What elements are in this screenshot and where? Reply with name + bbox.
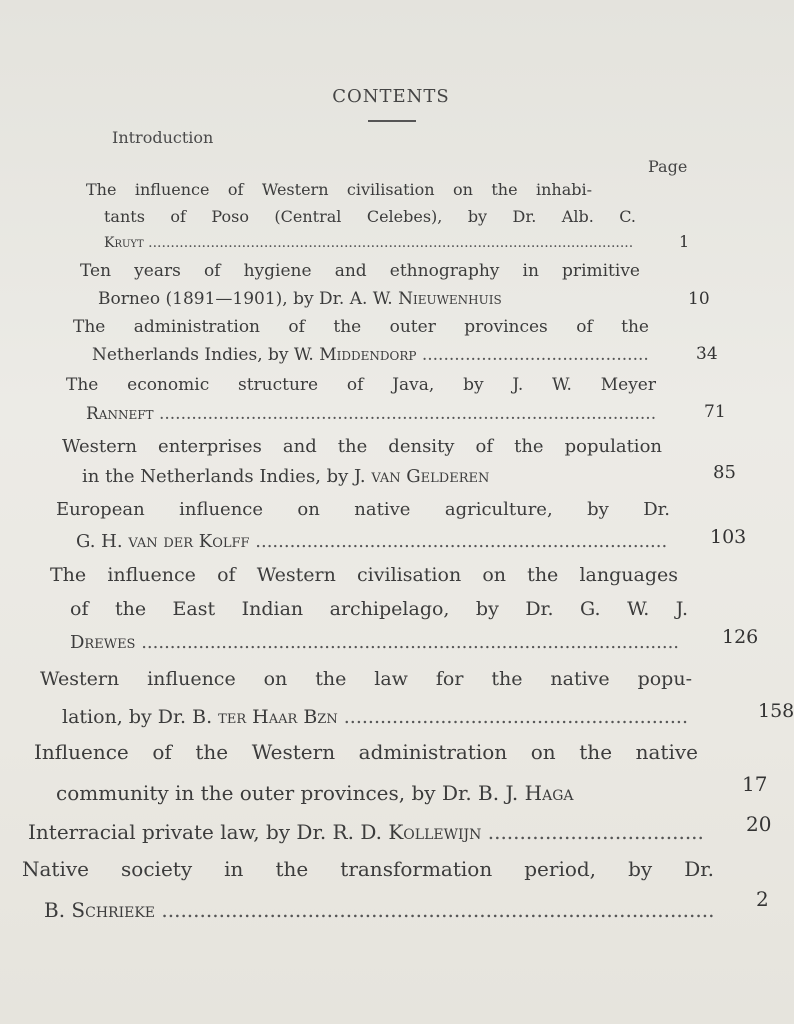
leader-dots: ......................................................... — [337, 706, 688, 728]
toc-entry-line: in the Netherlands Indies, by J. van Gelderen — [82, 466, 490, 487]
page-number: 1 — [679, 232, 690, 251]
page-number: 2 — [756, 887, 769, 911]
toc-entry-line: The influence of Western civilisation on the languages — [50, 564, 678, 586]
toc-entry-line: tants of Poso (Central Celebes), by Dr. Alb. C. — [104, 207, 636, 226]
toc-entry-line: The influence of Western civilisation on the inhabi- — [86, 180, 592, 199]
page-column-label: Page — [648, 157, 688, 176]
leader-dots: ........................................................................ — [249, 531, 668, 552]
title-divider — [368, 120, 416, 122]
toc-entry-line: The economic structure of Java, by J. W. Meyer — [66, 375, 656, 395]
toc-entry-line: Netherlands Indies, by W. Middendorp .......................................... — [92, 345, 649, 365]
page-number: 34 — [696, 344, 718, 364]
toc-entry-line: European influence on native agriculture, by Dr. — [56, 499, 670, 520]
toc-entry-line: Western enterprises and the density of the population — [62, 436, 662, 457]
author-name: van Gelderen — [371, 466, 490, 487]
page-number: 71 — [704, 402, 726, 422]
toc-entry-line — [70, 632, 679, 653]
toc-entry-line: G. H. van der Kolff ........................................................................ — [76, 531, 668, 552]
toc-entry-line: Western influence on the law for the native popu- — [40, 668, 692, 690]
author-name: Schrieke — [71, 898, 156, 922]
leader-dots: .......................................... — [416, 345, 649, 365]
author-name: Nieuwenhuis — [398, 289, 502, 309]
leader-dots: ............................................................................................................. — [143, 235, 634, 251]
author-name: Middendorp — [319, 345, 417, 365]
leader-dots: .............................................................................................. — [135, 632, 680, 653]
author-name: Kruyt — [104, 235, 144, 251]
toc-entry-line: Ten years of hygiene and ethnography in primitive — [80, 261, 640, 281]
author-name: Kollewijn — [388, 820, 482, 844]
introduction-label: Introduction — [112, 128, 214, 147]
leader-dots: ....................................................................................... — [155, 898, 715, 922]
page-number: 158 — [758, 700, 794, 722]
toc-entry-line: The administration of the outer provinces of the — [73, 317, 649, 337]
toc-entry-line — [104, 235, 633, 251]
leader-dots: ............................................................................................ — [153, 404, 657, 424]
author-name: Ranneft — [86, 404, 154, 424]
toc-entry-line: Interracial private law, by Dr. R. D. Kollewijn .................................. — [28, 820, 704, 844]
author-name: Drewes — [70, 632, 136, 653]
author-name: J. Haga — [505, 781, 574, 805]
toc-entry-line: lation, by Dr. B. ter Haar Bzn ......................................................... — [62, 706, 688, 728]
page-number: 85 — [713, 462, 736, 483]
page-number: 103 — [710, 526, 747, 548]
toc-entry-line: B. Schrieke ....................................................................................... — [44, 898, 715, 922]
author-name: ter Haar Bzn — [218, 706, 338, 728]
page-number: 20 — [746, 812, 772, 836]
page-title: CONTENTS — [332, 86, 450, 107]
author-name: van der Kolff — [128, 531, 250, 552]
toc-entry-line: Native society in the transformation period, by Dr. — [22, 857, 714, 881]
toc-entry-line: Borneo (1891—1901), by Dr. A. W. Nieuwenhuis — [98, 289, 502, 309]
page-number: 126 — [722, 626, 759, 648]
page-number: 10 — [688, 289, 710, 309]
toc-entry-line — [86, 404, 656, 424]
toc-entry-line: of the East Indian archipelago, by Dr. G. W. J. — [70, 598, 688, 620]
toc-entry-line: community in the outer provinces, by Dr. B. J. Haga — [56, 781, 574, 805]
leader-dots: .................................. — [481, 820, 704, 844]
toc-entry-line: Influence of the Western administration on the native — [34, 740, 698, 764]
page-number: 17 — [742, 772, 768, 796]
